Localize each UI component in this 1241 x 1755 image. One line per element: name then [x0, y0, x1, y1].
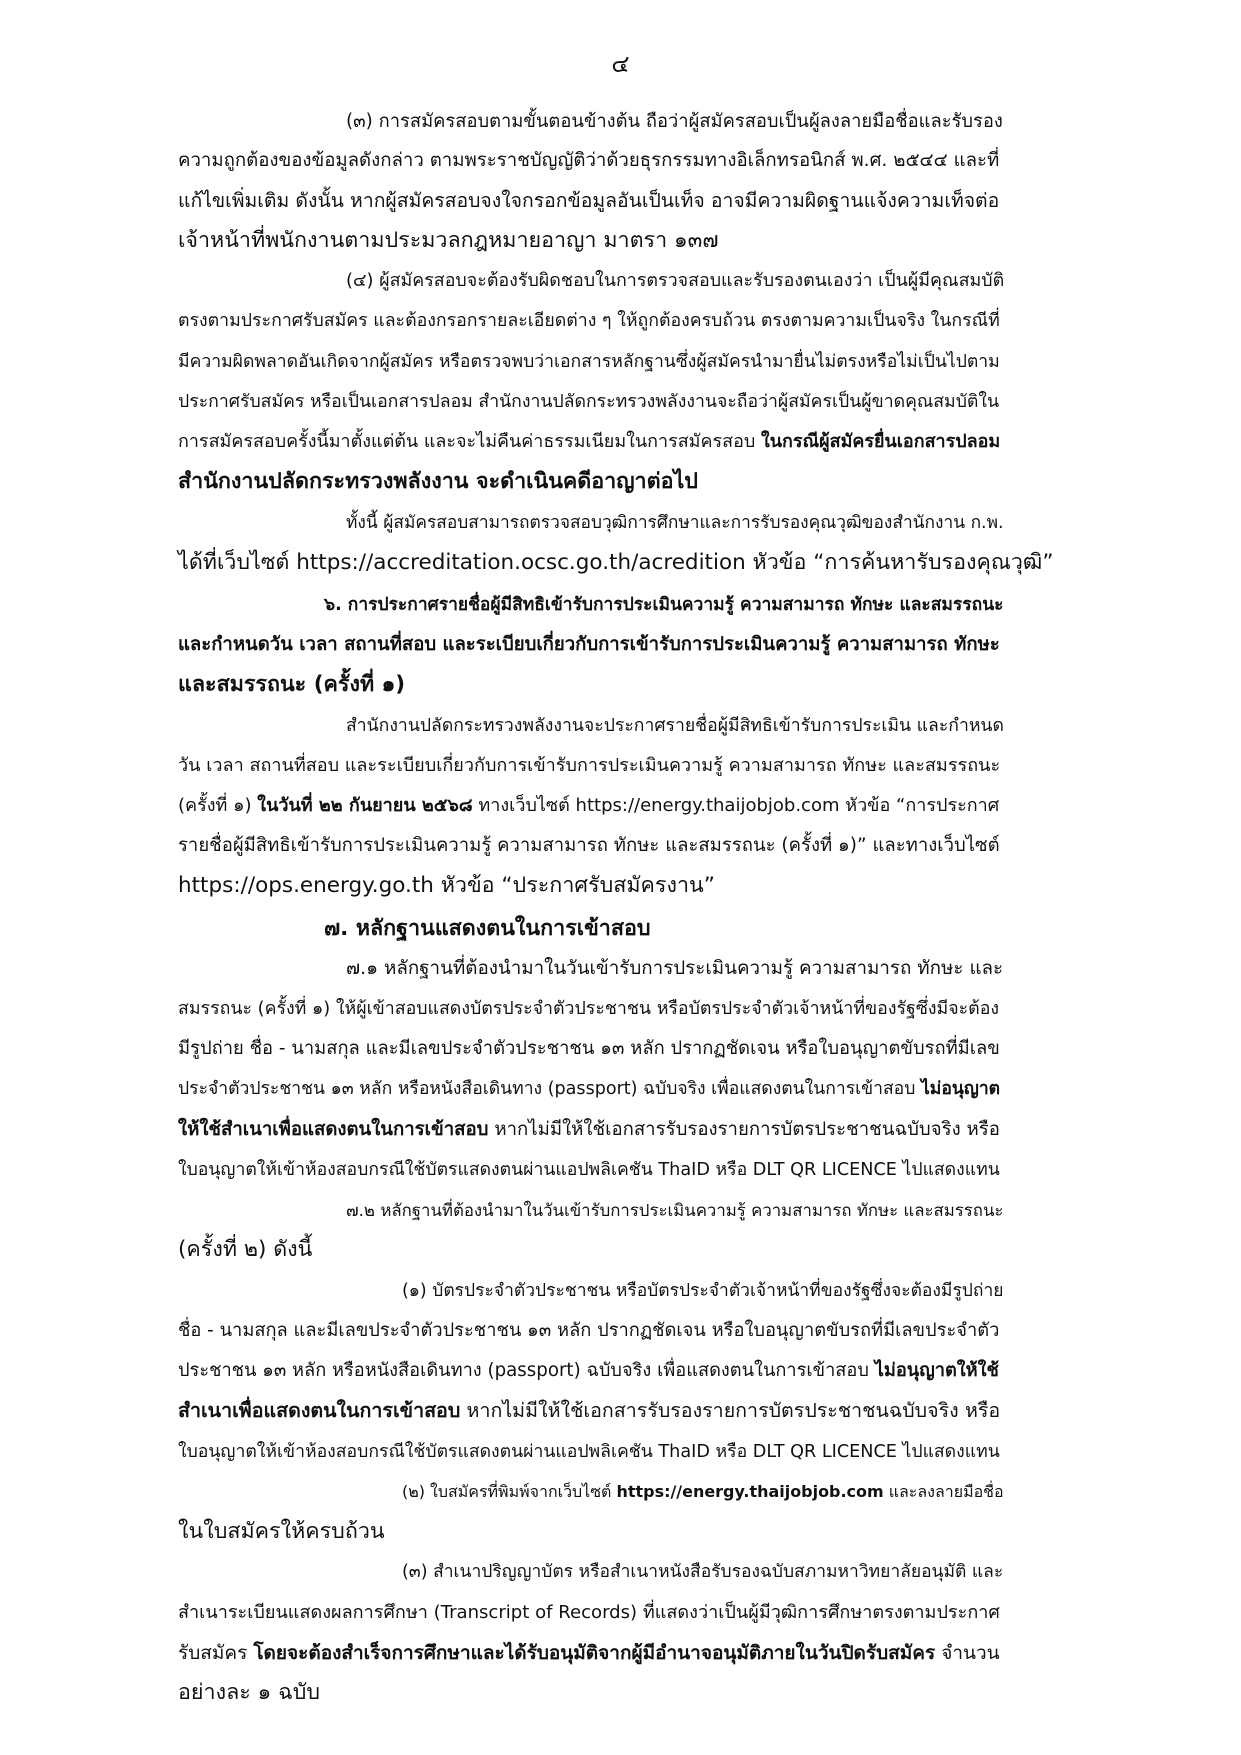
text-line-p72-l2: [178, 1228, 312, 1272]
text-line-p3-l2: [178, 139, 999, 183]
text-line-i2-l1: [402, 1470, 1004, 1514]
text-run: สำนักงานปลัดกระทรวงพลังงานจะประกาศรายชื่อผู้มีสิทธิเข้ารับการประเมิน และกำหนด: [346, 715, 1004, 736]
text-line-p4-l6: [178, 460, 698, 504]
text-line-p71-l1: [346, 947, 1003, 991]
text-run: (๓) การสมัครสอบตามขั้นตอนข้างต้น ถือว่าผู้สมัครสอบเป็นผู้ลงลายมือชื่อและรับรอง: [346, 111, 1003, 132]
text-run: มีความผิดพลาดอันเกิดจากผู้สมัคร หรือตรวจพบว่าเอกสารหลักฐานซึ่งผู้สมัครนำมายื่นไม่ตรงหรือไม่เป็นไปตาม: [178, 351, 1000, 372]
text-run: จำนวน: [935, 1641, 1000, 1664]
text-run: ๗.๑ หลักฐานที่ต้องนำมาในวันเข้ารับการประเมินความรู้ ความสามารถ ทักษะ และ: [346, 957, 1004, 979]
bold-text: สำนักงานปลัดกระทรวงพลังงาน จะดำเนินคดีอาญาต่อไป: [178, 469, 698, 495]
text-line-i3-l1: [402, 1550, 1003, 1594]
text-line-h6-l1: [324, 583, 1004, 627]
bold-text: ๗. หลักฐานแสดงตนในการเข้าสอบ: [324, 915, 651, 941]
text-line-p4-l4: [178, 380, 999, 424]
text-line-p71-l6: [178, 1148, 1000, 1192]
text-line-p71-l5: [178, 1108, 1000, 1152]
text-line-i2-l2: [178, 1510, 385, 1554]
text-line-h7: [324, 907, 651, 951]
text-run: แก้ไขเพิ่มเติม ดังนั้น หากผู้สมัครสอบจงใจกรอกข้อมูลอันเป็นเท็จ อาจมีความผิดฐานแจ้งความเท็จต่อ: [178, 188, 1000, 212]
text-line-i1-l4: [178, 1389, 1000, 1433]
text-run: ความถูกต้องของข้อมูลดังกล่าว ตามพระราชบัญญัติว่าด้วยธุรกรรมทางอิเล็กทรอนิกส์ พ.ศ. ๒๕๔๔ และที่: [178, 150, 1000, 172]
text-line-p72-l1: [346, 1188, 1003, 1232]
text-line-p3-l4: [178, 219, 719, 263]
text-run: ๗.๒ หลักฐานที่ต้องนำมาในวันเข้ารับการประเมินความรู้ ความสามารถ ทักษะ และสมรรถนะ: [346, 1200, 1004, 1221]
page-number: ๔: [611, 50, 630, 78]
text-line-p71-l3: [178, 1027, 1000, 1071]
text-run: และลงลายมือชื่อ: [883, 1481, 1004, 1501]
bold-text: และสมรรถนะ (ครั้งที่ ๑): [178, 672, 406, 698]
text-run: การสมัครสอบครั้งนี้มาตั้งแต่ต้น และจะไม่คืนค่าธรรมเนียมในการสมัครสอบ: [178, 431, 761, 453]
bold-text: https://energy.thaijobjob.com: [616, 1481, 884, 1501]
text-run: วัน เวลา สถานที่สอบ และระเบียบเกี่ยวกับการเข้ารับการประเมินความรู้ ความสามารถ ทักษะ และสมรรถนะ: [178, 754, 1001, 776]
text-run: อย่างละ ๑ ฉบับ: [178, 1680, 321, 1705]
text-run: ทางเว็บไซต์ https://energy.thaijobjob.com หัวข้อ “การประกาศ: [472, 794, 1000, 816]
text-run: สำเนาระเบียนแสดงผลการศึกษา (Transcript of Records) ที่แสดงว่าเป็นผู้มีวุฒิการศึกษาตรงตามประกาศ: [178, 1601, 1000, 1623]
text-line-i3-l2: [178, 1591, 1000, 1635]
text-line-i1-l1: [402, 1269, 1004, 1313]
text-line-p71-l4: [178, 1067, 1000, 1111]
text-run: ประกาศรับสมัคร หรือเป็นเอกสารปลอม สำนักงานปลัดกระทรวงพลังงานจะถือว่าผู้สมัครเป็นผู้ขาดคุณสมบัติใน: [178, 391, 1000, 412]
bold-text: สำเนาเพื่อแสดงตนในการเข้าสอบ: [178, 1399, 461, 1423]
text-line-p4-l1: [346, 259, 1004, 303]
text-run: ใบอนุญาตให้เข้าห้องสอบกรณีใช้บัตรแสดงตนผ่านแอปพลิเคชัน ThaID หรือ DLT QR LICENCE ไปแสดงแทน: [178, 1159, 1000, 1180]
text-line-i3-l3: [178, 1631, 1000, 1675]
text-line-h6-l2: [178, 623, 1000, 667]
text-run: ตรงตามประกาศรับสมัคร และต้องกรอกรายละเอียดต่าง ๆ ให้ถูกต้องครบถ้วน ตรงตามความเป็นจริง ในกรณีที่: [178, 311, 1000, 332]
text-run: ได้ที่เว็บไซต์ https://accreditation.ocsc.go.th/acredition หัวข้อ “การค้นหารับรองคุณวุฒิ”: [178, 549, 1054, 575]
text-run: ชื่อ - นามสกุล และมีเลขประจำตัวประชาชน ๑๓ หลัก ปรากฏชัดเจน หรือใบอนุญาตขับรถที่มีเลขประจำตัว: [178, 1319, 1000, 1341]
text-run: รายชื่อผู้มีสิทธิเข้ารับการประเมินความรู้ ความสามารถ ทักษะ และสมรรถนะ (ครั้งที่ ๑)” และทางเว็บไซต์: [178, 835, 1000, 857]
text-run: https://ops.energy.go.th หัวข้อ “ประกาศรับสมัครงาน”: [178, 873, 715, 899]
bold-text: ให้ใช้สำเนาเพื่อแสดงตนในการเข้าสอบ: [178, 1118, 489, 1140]
bold-text: ไม่อนุญาตให้ใช้: [874, 1360, 999, 1382]
text-line-p6-l1: [346, 704, 1004, 748]
bold-text: ไม่อนุญาต: [920, 1079, 1001, 1100]
text-run: (๒) ใบสมัครที่พิมพ์จากเว็บไซต์: [402, 1481, 617, 1501]
text-line-i1-l3: [178, 1349, 999, 1393]
text-line-i1-l5: [178, 1430, 1000, 1474]
text-run: ในใบสมัครให้ครบถ้วน: [178, 1519, 385, 1545]
text-line-p4-l5: [178, 420, 1000, 464]
text-line-p4-l3: [178, 340, 1000, 384]
text-run: รับสมัคร: [178, 1641, 254, 1664]
bold-text: ในกรณีผู้สมัครยื่นเอกสารปลอม: [760, 431, 1001, 453]
text-run: (ครั้งที่ ๒) ดังนี้: [178, 1237, 313, 1263]
text-run: ทั้งนี้ ผู้สมัครสอบสามารถตรวจสอบวุฒิการศึกษาและการรับรองคุณวุฒิของสำนักงาน ก.พ.: [346, 512, 1004, 533]
text-run: ประจำตัวประชาชน ๑๓ หลัก หรือหนังสือเดินทาง (passport) ฉบับจริง เพื่อแสดงตนในการเข้าสอบ: [178, 1079, 921, 1100]
bold-text: ๖. การประกาศรายชื่อผู้มีสิทธิเข้ารับการประเมินความรู้ ความสามารถ ทักษะ และสมรรถนะ: [324, 594, 1004, 615]
text-run: (๑) บัตรประจำตัวประชาชน หรือบัตรประจำตัวเจ้าหน้าที่ของรัฐซึ่งจะต้องมีรูปถ่าย: [402, 1280, 1004, 1301]
text-line-p6-l5: [178, 864, 715, 908]
text-line-p6-l2: [178, 744, 1000, 788]
text-line-p3-l1: [346, 100, 1003, 144]
bold-text: และกำหนดวัน เวลา สถานที่สอบ และระเบียบเกี่ยวกับการเข้ารับการประเมินความรู้ ความสามารถ ทักษะ: [178, 634, 1000, 656]
text-line-i1-l2: [178, 1309, 999, 1353]
bold-text: ในวันที่ ๒๒ กันยายน ๒๕๖๘: [257, 794, 473, 816]
text-line-p3-l3: [178, 179, 999, 223]
text-run: มีรูปถ่าย ชื่อ - นามสกุล และมีเลขประจำตัวประชาชน ๑๓ หลัก ปรากฏชัดเจน หรือใบอนุญาตขับรถที่มีเลข: [178, 1038, 1000, 1060]
text-run: ใบอนุญาตให้เข้าห้องสอบกรณีใช้บัตรแสดงตนผ่านแอปพลิเคชัน ThaID หรือ DLT QR LICENCE ไปแสดงแทน: [178, 1441, 1000, 1462]
text-run: หากไม่มีให้ใช้เอกสารรับรองรายการบัตรประชาชนฉบับจริง หรือ: [488, 1118, 1000, 1140]
text-line-h6-l3: [178, 663, 405, 707]
bold-text: โดยจะต้องสำเร็จการศึกษาและได้รับอนุมัติจากผู้มีอำนาจอนุมัติภายในวันปิดรับสมัคร: [253, 1641, 936, 1664]
text-run: ประชาชน ๑๓ หลัก หรือหนังสือเดินทาง (passport) ฉบับจริง เพื่อแสดงตนในการเข้าสอบ: [178, 1360, 875, 1382]
text-line-p71-l2: [178, 987, 999, 1031]
text-line-p6-l4: [178, 824, 1000, 868]
text-line-i3-l4: [178, 1671, 320, 1715]
text-run: (ครั้งที่ ๑): [178, 794, 258, 816]
text-run: หากไม่มีให้ใช้เอกสารรับรองรายการบัตรประชาชนฉบับจริง หรือ: [460, 1399, 1001, 1423]
text-run: (๔) ผู้สมัครสอบจะต้องรับผิดชอบในการตรวจสอบและรับรองตนเองว่า เป็นผู้มีคุณสมบัติ: [346, 270, 1005, 292]
text-run: (๓) สำเนาปริญญาบัตร หรือสำเนาหนังสือรับรองฉบับสภามหาวิทยาลัยอนุมัติ และ: [402, 1562, 1004, 1583]
text-run: เจ้าหน้าที่พนักงานตามประมวลกฎหมายอาญา มาตรา ๑๓๗: [178, 227, 719, 253]
text-run: สมรรถนะ (ครั้งที่ ๑) ให้ผู้เข้าสอบแสดงบัตรประจำตัวประชาชน หรือบัตรประจำตัวเจ้าหน้าที่ของรัฐซึ่งมีจะต้อง: [178, 999, 1000, 1019]
text-line-p6-l3: [178, 784, 999, 828]
text-line-p4-l2: [178, 299, 1000, 343]
text-line-p5-l2: [178, 541, 1053, 585]
text-line-p5-l1: [346, 501, 1004, 545]
